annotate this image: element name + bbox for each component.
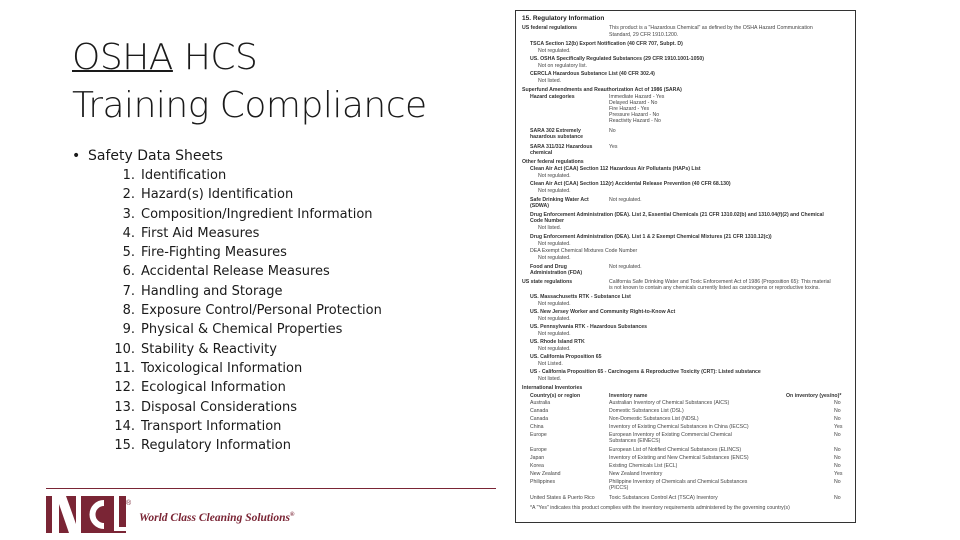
sds-text-line: DEA Exempt Chemical Mixtures Code Number [530,248,638,254]
title-line-1 [72,34,427,82]
inventory-name: Non-Domestic Substances List (NDSL) [609,416,699,422]
title-line-1-rest: HCS [172,37,258,78]
sds-section-item [100,166,382,185]
inventory-country: China [530,424,544,430]
section-label: Handling and Storage [141,283,283,299]
sds-section-item [100,359,382,378]
logo-registered-mark: ® [126,500,132,507]
sds-text-line: Not regulated. [538,331,571,337]
section-number: 15. [114,438,135,454]
ncl-logo-icon [46,494,128,534]
sds-text-line: US. Massachusetts RTK - Substance List [530,294,631,300]
sds-text-line: Not regulated. [538,301,571,307]
sds-text-line: California Safe Drinking Water and Toxic Enforcement Act of 1986 (Proposition 65): This material [609,279,831,285]
sds-text-line: Not regulated. [609,264,642,270]
section-label: Regulatory Information [141,438,291,454]
sds-section-item [100,224,382,243]
section-label: Stability & Reactivity [141,341,277,357]
sds-section-item [100,262,382,281]
bullet-text: Safety Data Sheets [88,148,223,164]
sds-section-item [100,282,382,301]
inventory-status: No [834,455,841,461]
bullet-icon: • [72,148,81,164]
sds-text-line: Pressure Hazard - No [609,112,660,118]
sds-text-line: Administration (FDA) [530,270,583,276]
sds-section-item [100,301,382,320]
inventory-name: Substances (EINECS) [609,438,661,444]
inventory-country: Canada [530,408,549,414]
sds-text-line: Not on regulatory list. [538,63,588,69]
sds-text-line: Not listed. [538,78,562,84]
section-number: 11. [114,360,135,376]
sds-text-line: No [609,128,616,134]
section-label: First Aid Measures [141,225,260,241]
sds-text-line: SARA 311/312 Hazardous [530,144,593,150]
section-number: 12. [114,380,135,396]
sds-text-line: SARA 302 Extremely [530,128,581,134]
inventory-status: No [834,495,841,501]
sds-text-line: Country(s) or region [530,393,581,399]
sds-text-line: Code Number [530,218,565,224]
inventory-country: Europe [530,447,547,453]
sds-text-line: is not known to contain any chemicals currently listed as carcinogens or reproductive toxins. [609,285,820,291]
sds-text-line: Not regulated. [538,316,571,322]
inventory-name: European List of Notified Chemical Substances (ELINCS) [609,447,742,453]
inventory-name: Australian Inventory of Chemical Substances (AICS) [609,400,730,406]
section-label: Accidental Release Measures [141,264,330,280]
sds-text-line: chemical [530,150,553,156]
sds-text-line: Not regulated. [538,188,571,194]
sds-text-line: US state regulations [522,279,573,285]
sds-section-item [100,378,382,397]
inventory-country: Japan [530,455,545,461]
company-tagline [139,512,294,524]
sds-text-line: (SDWA) [530,203,550,209]
sds-heading: 15. Regulatory Information [522,15,605,22]
section-number: 3. [122,206,135,222]
sds-text-line: hazardous substance [530,134,584,140]
inventory-status: No [834,447,841,453]
sds-text-line: Not regulated. [538,346,571,352]
sds-text-line: US. California Proposition 65 [530,354,602,360]
section-label: Physical & Chemical Properties [141,322,343,338]
slide-title [72,34,427,130]
tagline-trademark: ® [289,512,295,519]
sds-text-line: Clean Air Act (CAA) Section 112(r) Accidental Release Prevention (40 CFR 68.130) [530,181,731,187]
inventory-name: Domestic Substances List (DSL) [609,408,684,414]
sds-text-line: This product is a "Hazardous Chemical" as defined by the OSHA Hazard Communication [609,25,813,31]
inventory-country: Europe [530,432,547,438]
sds-text-line: Not listed. [538,225,562,231]
sds-section-item [100,417,382,436]
sds-text-line: On inventory (yes/no)* [786,393,842,399]
inventory-country: New Zealand [530,471,561,477]
section-number: 9. [122,322,135,338]
section-number: 14. [114,418,135,434]
title-acronym: OSHA [72,37,173,78]
sds-text-line: CERCLA Hazardous Substance List (40 CFR 302.4) [530,71,655,77]
inventory-status: No [834,432,841,438]
inventory-status: Yes [834,424,843,430]
inventory-country: Australia [530,400,551,406]
sds-text-line: Food and Drug [530,264,567,270]
sds-text-line: Not regulated. [609,197,642,203]
section-label: Composition/Ingredient Information [141,206,373,222]
inventory-name: New Zealand Inventory [609,471,663,477]
sds-section-item [100,243,382,262]
sds-text-line: Yes [609,144,618,150]
bullet-item [72,148,223,164]
sds-text-line: Not regulated. [538,241,571,247]
section-number: 4. [122,225,135,241]
section-label: Toxicological Information [141,360,303,376]
sds-text-line: Delayed Hazard - No [609,100,658,106]
inventory-status: No [834,463,841,469]
sds-text-line: Not regulated. [538,173,571,179]
sds-text-line: Immediate Hazard - Yes [609,94,665,100]
section-number: 10. [114,341,135,357]
sds-text-line: US. Rhode Island RTK [530,339,585,345]
sds-text-line: US. Pennsylvania RTK - Hazardous Substances [530,324,648,330]
title-line-2: Training Compliance [72,85,427,126]
sds-section-item [100,205,382,224]
inventory-name: Inventory of Existing and New Chemical Substances (ENCS) [609,455,749,461]
sds-text-line: US federal regulations [522,25,578,31]
sds-section-item [100,436,382,455]
section-number: 6. [122,264,135,280]
inventory-status: No [834,479,841,485]
inventory-status: No [834,400,841,406]
sds-text-line: International Inventories [522,385,583,391]
sds-text-line: Superfund Amendments and Reauthorization Act of 1986 (SARA) [522,87,682,93]
sds-text-line: Drug Enforcement Administration (DEA). List 1 & 2 Exempt Chemical Mixtures (21 CFR 1310.12(c)) [530,234,772,240]
inventory-country: Korea [530,463,544,469]
sds-section-item [100,185,382,204]
sds-text-line: Reactivity Hazard - No [609,118,661,124]
sds-text-line: Not regulated. [538,48,571,54]
sds-footnote: *A "Yes" indicates this product complies with the inventory requirements administered by the governing country(s) [530,505,790,511]
sds-text-line: TSCA Section 12(b) Export Notification (40 CFR 707, Subpt. D) [530,41,683,47]
sds-section-item [100,320,382,339]
sds-section-list [100,166,382,455]
section-number: 13. [114,399,135,415]
inventory-name: Philippine Inventory of Chemicals and Chemical Substances [609,479,748,485]
footer-divider [46,488,496,489]
section-label: Identification [141,168,227,183]
sds-text-line: US - California Proposition 65 - Carcinogens & Reproductive Toxicity (CRT): Listed substance [530,369,761,375]
section-label: Hazard(s) Identification [141,187,294,203]
section-number: 8. [122,303,135,319]
inventory-country: Philippines [530,479,556,485]
inventory-name: Toxic Substances Control Act (TSCA) Inventory [609,495,718,501]
sds-text-line: Not listed. [538,376,562,382]
inventory-name: Inventory of Existing Chemical Substances in China (IECSC) [609,424,749,430]
sds-text-line: Safe Drinking Water Act [530,197,589,203]
sds-text-line: Drug Enforcement Administration (DEA). List 2, Essential Chemicals (21 CFR 1310.02(b) and 1310.04(f)(2) and Chemical [530,212,824,218]
sds-text-line: US. New Jersey Worker and Community Right-to-Know Act [530,309,676,315]
tagline-text: World Class Cleaning Solutions [139,512,290,524]
inventory-status: Yes [834,471,843,477]
sds-text-line: Inventory name [609,393,648,399]
section-label: Disposal Considerations [141,399,297,415]
section-number: 1. [122,168,135,183]
sds-text-line: Fire Hazard - Yes [609,106,650,112]
sds-text-line: Not regulated. [538,255,571,261]
inventory-name: (PICCS) [609,485,629,491]
inventory-name: Existing Chemicals List (ECL) [609,463,678,469]
sds-text-line: Other federal regulations [522,159,584,165]
section-label: Exposure Control/Personal Protection [141,303,382,319]
sds-section-item [100,340,382,359]
section-number: 2. [122,187,135,203]
section-label: Fire-Fighting Measures [141,245,287,261]
section-label: Ecological Information [141,380,286,396]
section-number: 5. [122,245,135,261]
inventory-status: No [834,408,841,414]
sds-text-line: US. OSHA Specifically Regulated Substances (29 CFR 1910.1001-1050) [530,56,704,62]
section-number: 7. [122,283,135,299]
sds-document-image [515,10,856,523]
section-label: Transport Information [141,418,282,434]
sds-text-line: Standard, 29 CFR 1910.1200. [609,32,679,38]
inventory-country: Canada [530,416,549,422]
sds-text-line: Clean Air Act (CAA) Section 112 Hazardous Air Pollutants (HAPs) List [530,166,701,172]
inventory-status: No [834,416,841,422]
sds-text-line: Not Listed. [538,361,563,367]
inventory-country: United States & Puerto Rico [530,495,595,501]
inventory-name: European Inventory of Existing Commercial Chemical [609,432,732,438]
sds-section-item [100,398,382,417]
sds-text-line: Hazard categories [530,94,575,100]
